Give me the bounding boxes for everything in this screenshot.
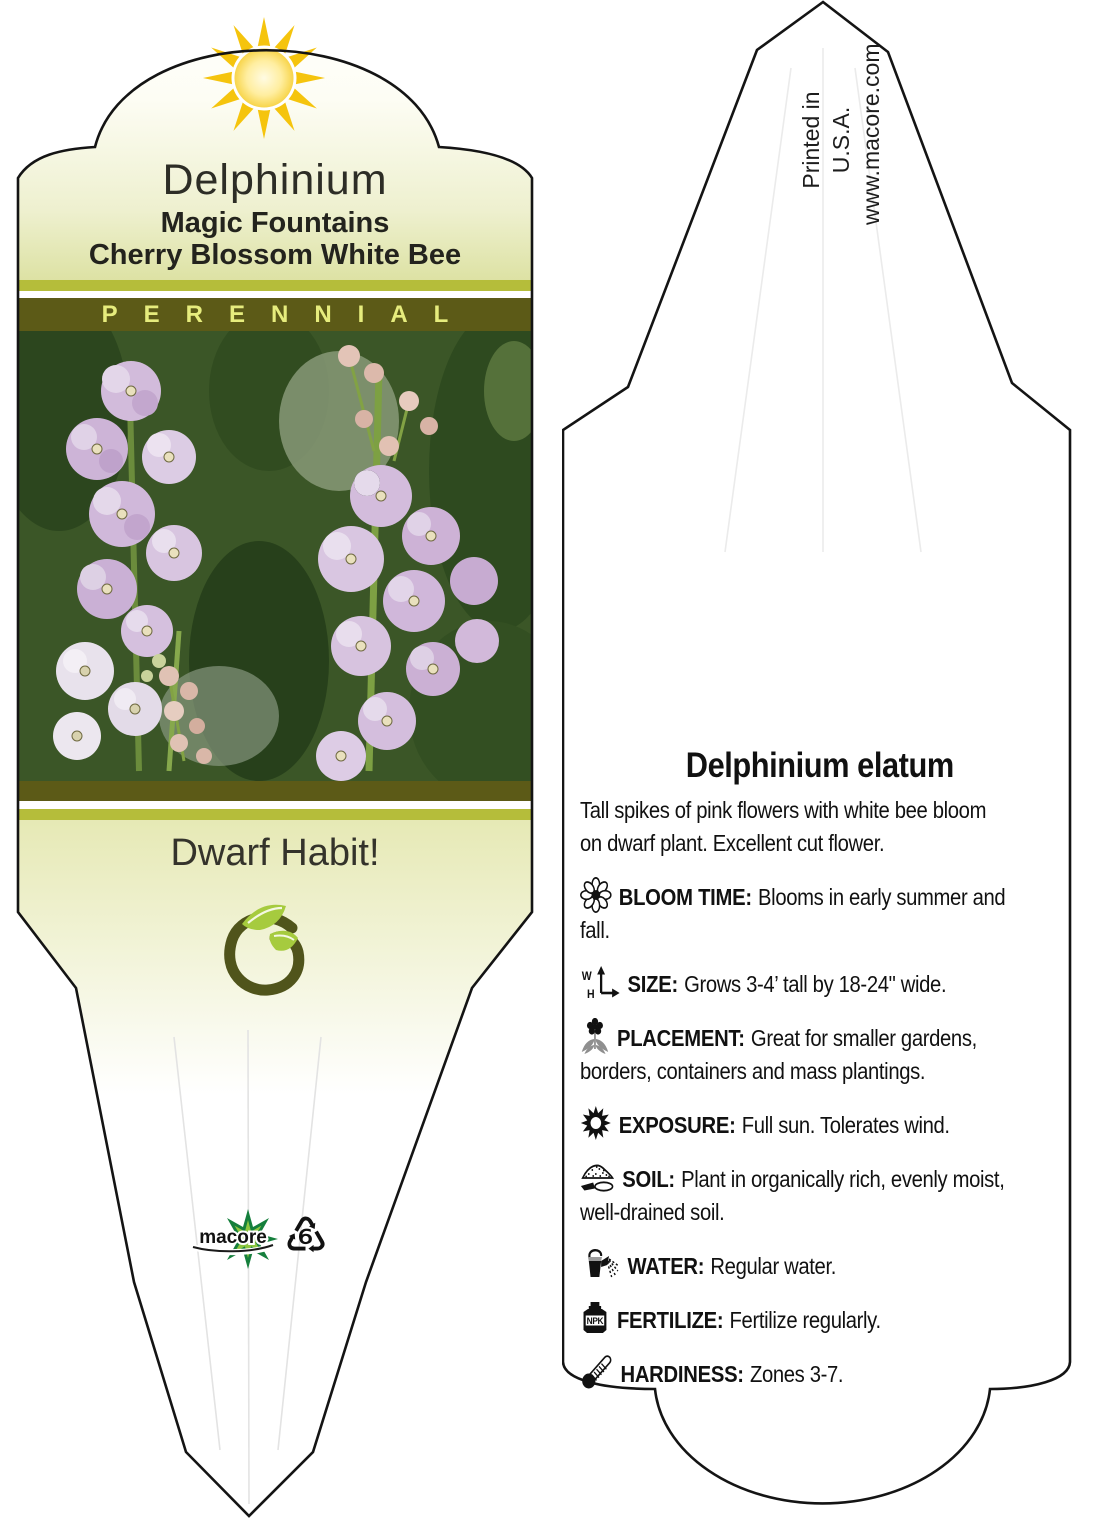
- size-dimensions-icon: [580, 964, 620, 1000]
- care-text: Blooms in early summer and fall.: [580, 884, 1006, 943]
- water-can-icon: [580, 1246, 620, 1282]
- care-label: PLACEMENT:: [616, 1025, 745, 1051]
- tag-front: [14, 2, 536, 1518]
- care-label: SOIL:: [622, 1166, 675, 1192]
- care-text: Fertilize regularly.: [729, 1307, 881, 1333]
- soil-trowel-icon: [580, 1159, 615, 1195]
- plant-description: Tall spikes of pink flowers with white bee bloom on dwarf plant. Excellent cut flower.: [580, 797, 987, 856]
- care-text: Grows 3-4’ tall by 18-24" wide.: [684, 971, 947, 997]
- care-item-water: [580, 1246, 1060, 1283]
- care-item-bloom-time: [580, 877, 1060, 947]
- care-label: FERTILIZE:: [616, 1307, 724, 1333]
- care-label: HARDINESS:: [620, 1361, 744, 1387]
- macore-flower-logo: [189, 1207, 281, 1271]
- care-item-size: [580, 964, 1060, 1001]
- care-text: Zones 3-7.: [749, 1361, 844, 1387]
- printed-in-line: Printed in U.S.A.: [798, 91, 854, 189]
- care-item-placement: [580, 1018, 1060, 1088]
- care-text: Plant in organically rich, evenly moist, well-drained soil.: [580, 1166, 1005, 1225]
- series-name: Magic Fountains: [160, 207, 390, 239]
- sun-icon: [200, 14, 328, 142]
- svg-text:W: W: [581, 970, 592, 984]
- category-banner: PERENNIAL: [101, 301, 475, 328]
- care-label: BLOOM TIME:: [618, 884, 752, 910]
- care-instructions: [580, 746, 1060, 1391]
- care-item-soil: [580, 1159, 1060, 1229]
- brand-name: macore: [199, 1227, 267, 1248]
- care-text: Full sun. Tolerates wind.: [741, 1112, 950, 1138]
- fertilize-npk-icon: [580, 1300, 610, 1336]
- care-label: SIZE:: [627, 971, 678, 997]
- tag-back: [562, 0, 1074, 1519]
- care-item-fertilize: [580, 1300, 1060, 1337]
- spine-text: [796, 43, 884, 225]
- care-item-exposure: [580, 1105, 1060, 1142]
- website-line: www.macore.com: [858, 43, 884, 225]
- exposure-sun-icon: [580, 1105, 612, 1141]
- hardiness-thermometer-icon: [580, 1354, 613, 1390]
- care-text: Regular water.: [710, 1253, 836, 1279]
- flower-photo: [19, 331, 531, 781]
- bloom-flower-icon: [580, 877, 612, 913]
- svg-text:H: H: [587, 988, 595, 1000]
- leaf-swirl-icon: [214, 892, 314, 1000]
- botanical-name: Delphinium elatum: [685, 746, 954, 785]
- feature-callout: Dwarf Habit!: [170, 832, 380, 874]
- variety-name: Cherry Blossom White Bee: [88, 239, 462, 271]
- recycling-6-icon: ♸: [283, 1207, 329, 1265]
- care-label: WATER:: [627, 1253, 705, 1279]
- care-item-hardiness: [580, 1354, 1060, 1391]
- npk-label: NPK: [586, 1315, 604, 1327]
- genus-name: Delphinium: [162, 156, 388, 204]
- care-text: Great for smaller gardens, borders, containers and mass plantings.: [580, 1025, 977, 1084]
- placement-plant-icon: [580, 1018, 610, 1054]
- care-label: EXPOSURE:: [618, 1112, 736, 1138]
